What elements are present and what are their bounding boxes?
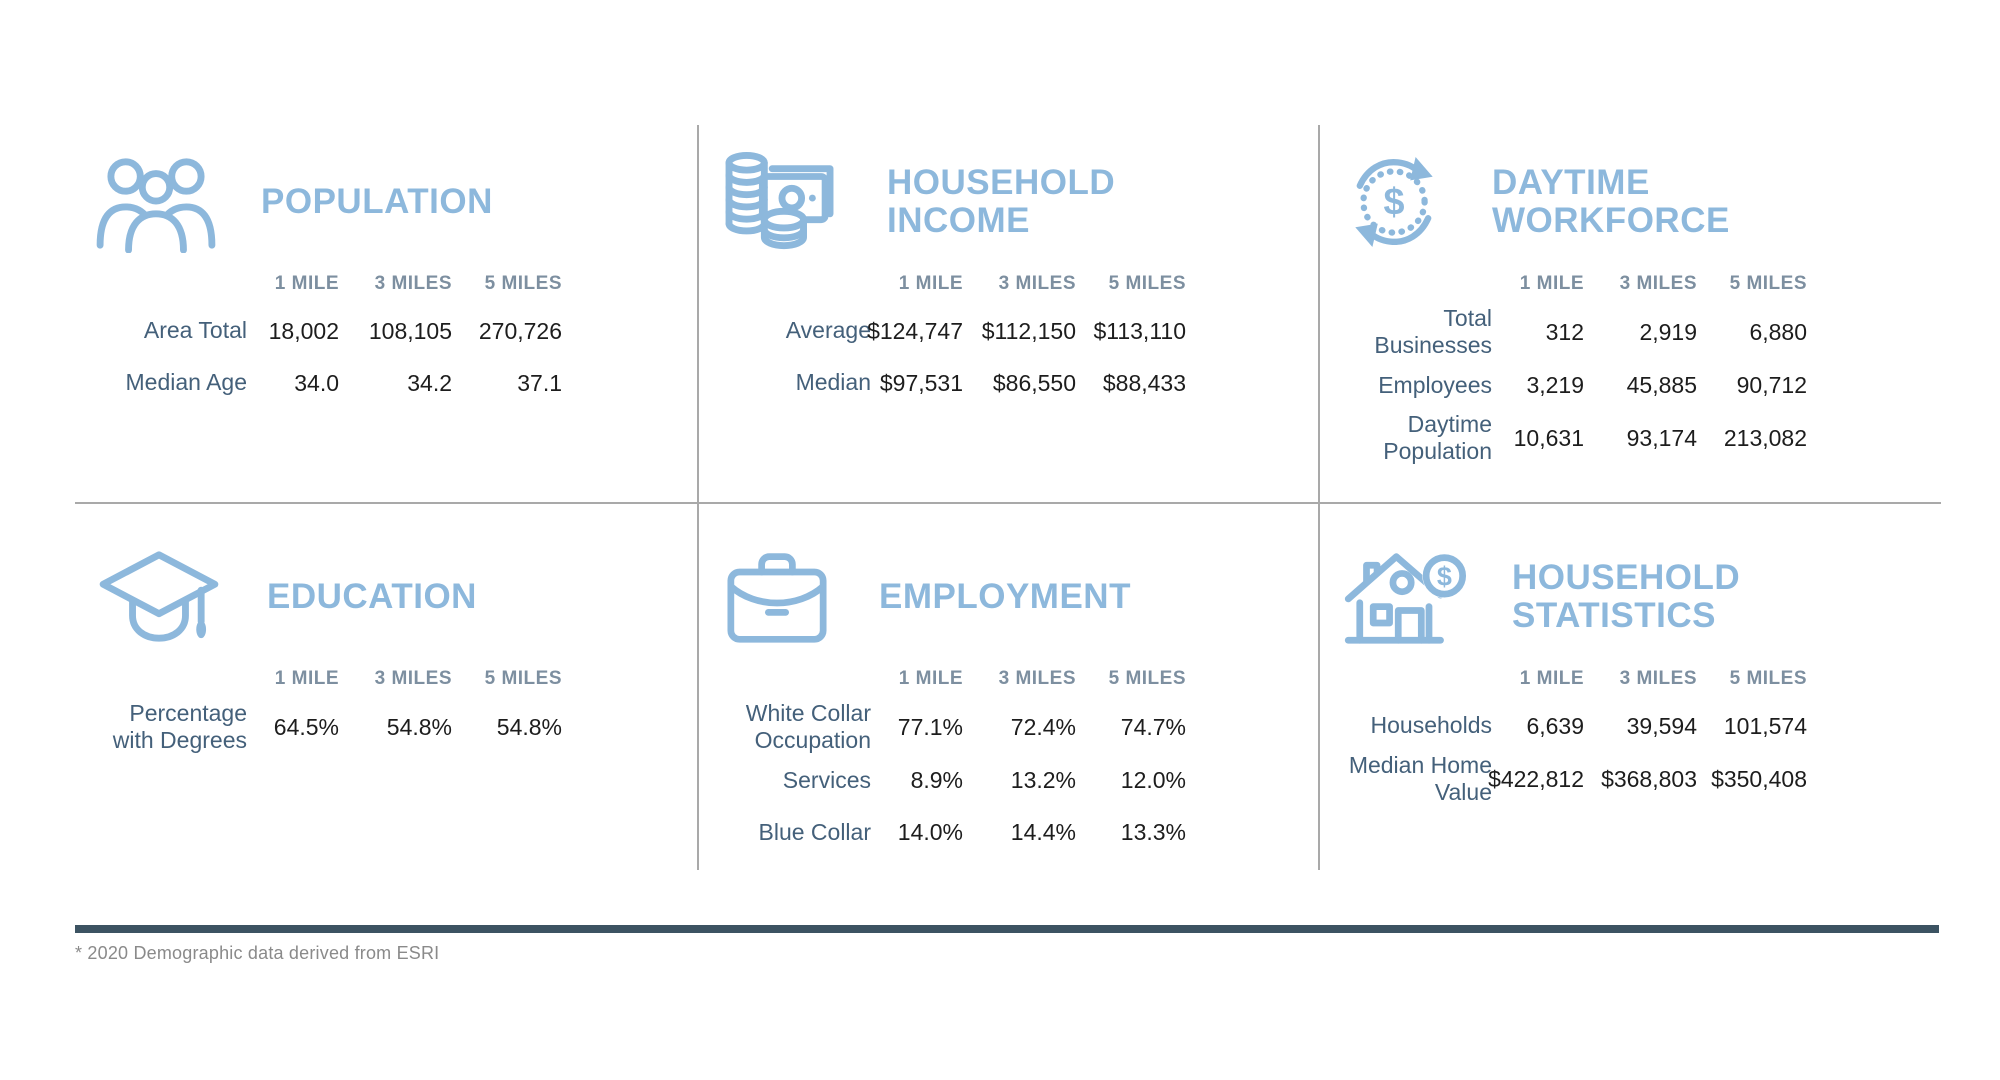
cell-value: 12.0% bbox=[1120, 766, 1186, 793]
cell-value: $368,803 bbox=[1601, 765, 1697, 792]
col-header: 5 MILES bbox=[1108, 273, 1186, 294]
people-icon bbox=[95, 151, 217, 253]
cell-value: $124,747 bbox=[867, 317, 963, 344]
cell-value: 213,082 bbox=[1723, 424, 1807, 451]
money-icon bbox=[719, 151, 843, 253]
row-label: Median Home Value bbox=[1348, 752, 1492, 806]
cell-value: $97,531 bbox=[879, 369, 963, 396]
cell-value: 34.0 bbox=[294, 369, 339, 396]
panel-population bbox=[75, 125, 699, 504]
panel-daytime-workforce bbox=[1320, 125, 1941, 504]
cell-value: 37.1 bbox=[517, 369, 562, 396]
panel-header bbox=[1340, 151, 1941, 253]
cell-value: $88,433 bbox=[1102, 369, 1186, 396]
svg-text:$: $ bbox=[1383, 181, 1405, 224]
panel-title: HOUSEHOLD STATISTICS bbox=[1512, 557, 1741, 635]
row-label: Employees bbox=[1378, 371, 1492, 398]
col-header: 1 MILE bbox=[274, 273, 339, 294]
row-label: Median Age bbox=[125, 369, 247, 396]
panel-header bbox=[95, 546, 697, 648]
panel-title: EMPLOYMENT bbox=[879, 576, 1131, 616]
row-label: White Collar Occupation bbox=[745, 700, 871, 754]
row-label: Percentage with Degrees bbox=[112, 700, 247, 754]
row-label: Services bbox=[782, 766, 871, 793]
cell-value: 3,219 bbox=[1526, 371, 1584, 398]
cell-value: $113,110 bbox=[1093, 317, 1186, 344]
col-header: 3 MILES bbox=[374, 273, 452, 294]
cell-value: 54.8% bbox=[496, 713, 562, 740]
cell-value: 14.0% bbox=[897, 818, 963, 845]
data-table bbox=[719, 662, 1318, 858]
cell-value: 14.4% bbox=[1010, 818, 1076, 845]
col-header: 5 MILES bbox=[1729, 668, 1807, 689]
col-header: 3 MILES bbox=[1619, 668, 1697, 689]
cell-value: $112,150 bbox=[981, 317, 1076, 344]
cell-value: 72.4% bbox=[1010, 713, 1076, 740]
data-source-footnote: * 2020 Demographic data derived from ESRI bbox=[75, 943, 440, 963]
cell-value: $350,408 bbox=[1711, 765, 1807, 792]
col-header: 3 MILES bbox=[1619, 273, 1697, 294]
panel-title: POPULATION bbox=[261, 181, 493, 221]
cell-value: 77.1% bbox=[897, 713, 963, 740]
col-header: 5 MILES bbox=[1729, 273, 1807, 294]
svg-text:$: $ bbox=[1436, 561, 1452, 592]
house-dollar-icon bbox=[1340, 547, 1468, 647]
panel-header bbox=[719, 546, 1318, 648]
panel-education bbox=[75, 504, 699, 870]
briefcase-icon bbox=[719, 547, 835, 647]
row-label: Median bbox=[795, 369, 871, 396]
demographics-infographic bbox=[75, 125, 1941, 870]
row-label: Daytime Population bbox=[1383, 411, 1492, 465]
cell-value: 39,594 bbox=[1626, 712, 1697, 739]
cell-value: 74.7% bbox=[1120, 713, 1186, 740]
col-header: 5 MILES bbox=[1108, 668, 1186, 689]
panel-header bbox=[95, 151, 697, 253]
panel-header bbox=[1340, 546, 1941, 648]
cell-value: 270,726 bbox=[478, 317, 562, 344]
cell-value: 13.2% bbox=[1010, 766, 1076, 793]
col-header: 3 MILES bbox=[998, 668, 1076, 689]
cell-value: 54.8% bbox=[386, 713, 452, 740]
data-table bbox=[1340, 662, 1941, 806]
panel-title: EDUCATION bbox=[267, 576, 477, 616]
col-header: 5 MILES bbox=[484, 273, 562, 294]
cell-value: 10,631 bbox=[1513, 424, 1584, 451]
cell-value: 64.5% bbox=[273, 713, 339, 740]
cell-value: 6,639 bbox=[1526, 712, 1584, 739]
col-header: 1 MILE bbox=[898, 273, 963, 294]
cell-value: 312 bbox=[1545, 318, 1584, 345]
row-label: Average bbox=[785, 317, 871, 344]
cell-value: 2,919 bbox=[1639, 318, 1697, 345]
row-label: Area Total bbox=[143, 317, 247, 344]
cell-value: 8.9% bbox=[910, 766, 963, 793]
col-header: 1 MILE bbox=[274, 668, 339, 689]
col-header: 3 MILES bbox=[374, 668, 452, 689]
cell-value: 101,574 bbox=[1723, 712, 1807, 739]
cell-value: 90,712 bbox=[1736, 371, 1807, 398]
graduation-cap-icon bbox=[95, 547, 223, 647]
cell-value: 93,174 bbox=[1626, 424, 1697, 451]
cell-value: 45,885 bbox=[1626, 371, 1697, 398]
cell-value: 34.2 bbox=[407, 369, 452, 396]
panel-household-income bbox=[699, 125, 1320, 504]
panel-title: HOUSEHOLD INCOME bbox=[887, 162, 1116, 240]
col-header: 5 MILES bbox=[484, 668, 562, 689]
row-label: Total Businesses bbox=[1374, 305, 1492, 359]
cell-value: $422,812 bbox=[1488, 765, 1584, 792]
data-table bbox=[719, 267, 1318, 409]
data-table bbox=[1340, 267, 1941, 466]
data-table bbox=[95, 662, 697, 754]
row-label: Households bbox=[1370, 712, 1492, 739]
cell-value: 13.3% bbox=[1120, 818, 1186, 845]
panel-title: DAYTIME WORKFORCE bbox=[1492, 162, 1730, 240]
col-header: 1 MILE bbox=[898, 668, 963, 689]
cell-value: $86,550 bbox=[992, 369, 1076, 396]
col-header: 1 MILE bbox=[1519, 668, 1584, 689]
cell-value: 6,880 bbox=[1749, 318, 1807, 345]
data-table bbox=[95, 267, 697, 409]
cell-value: 108,105 bbox=[368, 317, 452, 344]
col-header: 3 MILES bbox=[998, 273, 1076, 294]
footer-divider-bar bbox=[75, 925, 1939, 933]
panel-employment bbox=[699, 504, 1320, 870]
cell-value: 18,002 bbox=[268, 317, 339, 344]
panel-household-statistics bbox=[1320, 504, 1941, 870]
col-header: 1 MILE bbox=[1519, 273, 1584, 294]
row-label: Blue Collar bbox=[758, 818, 871, 845]
panel-header bbox=[719, 151, 1318, 253]
cycle-dollar-icon bbox=[1340, 148, 1448, 256]
